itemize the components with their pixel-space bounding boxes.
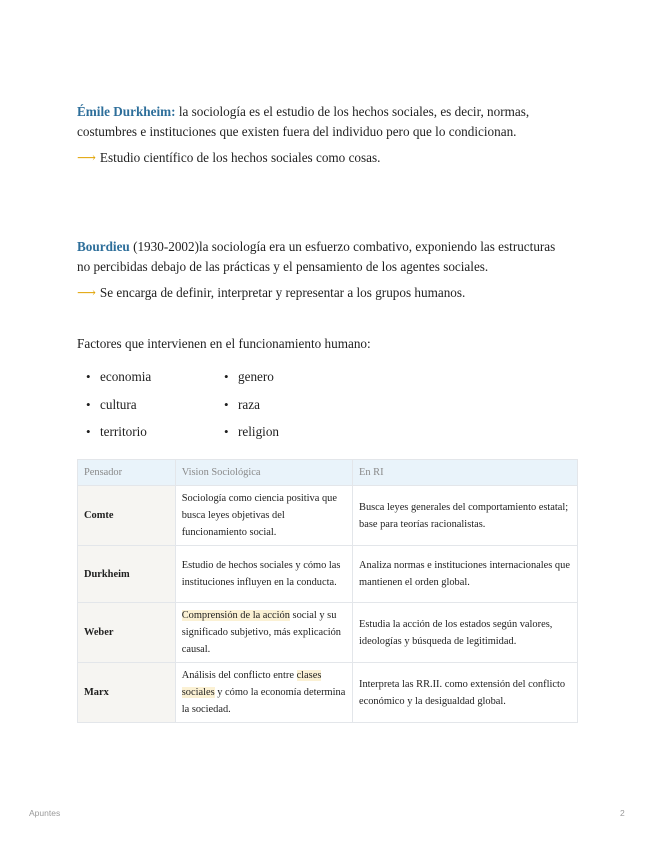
bourdieu-paragraph bbox=[77, 237, 557, 277]
author-name: Émile Durkheim: bbox=[77, 104, 176, 119]
thinker-name: Comte bbox=[78, 486, 176, 546]
table-row bbox=[78, 486, 578, 546]
thinker-name: Durkheim bbox=[78, 546, 176, 603]
paragraph-text: la sociología es el estudio de los hechos sociales, es decir, normas, costumbres e instituciones que existen fuera del individuo pero que lo condicionan. bbox=[77, 104, 530, 139]
list-item: • territorio bbox=[78, 422, 151, 450]
page-number: 2 bbox=[620, 808, 625, 818]
ri-cell: Estudia la acción de los estados según valores, ideologías y búsqueda de legitimidad. bbox=[353, 603, 578, 663]
list-item: • economia bbox=[78, 367, 151, 395]
highlighted-text: clases sociales bbox=[181, 670, 322, 698]
vision-cell: Sociología como ciencia positiva que busca leyes objetivas del funcionamiento social. bbox=[175, 486, 352, 546]
ri-cell: Busca leyes generales del comportamiento estatal; base para teorías racionalistas. bbox=[353, 486, 578, 546]
summary-text: Estudio científico de los hechos sociales como cosas. bbox=[99, 150, 381, 165]
footer-label: Apuntes bbox=[29, 808, 61, 818]
long-arrow-right-icon: ⟶ bbox=[77, 150, 96, 165]
vision-text: Análisis del conflicto entre bbox=[181, 670, 297, 681]
highlighted-text: Comprensión de la acción bbox=[181, 610, 290, 621]
vision-cell: Estudio de hechos sociales y cómo las instituciones influyen en la conducta. bbox=[175, 546, 352, 603]
vision-text: social y su significado subjetivo, más explicación causal. bbox=[181, 610, 342, 655]
factors-list-right bbox=[216, 367, 279, 450]
vision-cell bbox=[175, 663, 352, 723]
column-header: Pensador bbox=[78, 460, 176, 486]
list-item: • cultura bbox=[78, 395, 151, 423]
ri-cell: Interpreta las RR.II. como extensión del conflicto económico y la desigualdad global. bbox=[353, 663, 578, 723]
author-name: Bourdieu bbox=[77, 239, 130, 254]
long-arrow-right-icon: ⟶ bbox=[77, 285, 96, 300]
bourdieu-summary bbox=[77, 283, 465, 303]
table-row bbox=[78, 546, 578, 603]
vision-text: y cómo la economía determina la sociedad. bbox=[181, 687, 346, 715]
thinker-name: Weber bbox=[78, 603, 176, 663]
thinker-name: Marx bbox=[78, 663, 176, 723]
table-header-row bbox=[78, 460, 578, 486]
list-item: • religion bbox=[216, 422, 279, 450]
list-item: • genero bbox=[216, 367, 279, 395]
durkheim-paragraph bbox=[77, 102, 547, 142]
ri-cell: Analiza normas e instituciones internacionales que mantienen el orden global. bbox=[353, 546, 578, 603]
column-header: En RI bbox=[353, 460, 578, 486]
durkheim-summary bbox=[77, 148, 380, 168]
table-row bbox=[78, 663, 578, 723]
paragraph-text: (1930-2002)la sociología era un esfuerzo combativo, exponiendo las estructuras no percibidas debajo de las prácticas y el pensamiento de los agentes sociales. bbox=[77, 239, 556, 274]
table-row bbox=[78, 603, 578, 663]
factors-title: Factores que intervienen en el funcionamiento humano: bbox=[77, 336, 371, 351]
column-header: Vision Sociológica bbox=[175, 460, 352, 486]
summary-text: Se encarga de definir, interpretar y representar a los grupos humanos. bbox=[99, 285, 466, 300]
vision-cell bbox=[175, 603, 352, 663]
list-item: • raza bbox=[216, 395, 279, 423]
factors-list-left bbox=[78, 367, 151, 450]
thinkers-table bbox=[77, 459, 578, 723]
